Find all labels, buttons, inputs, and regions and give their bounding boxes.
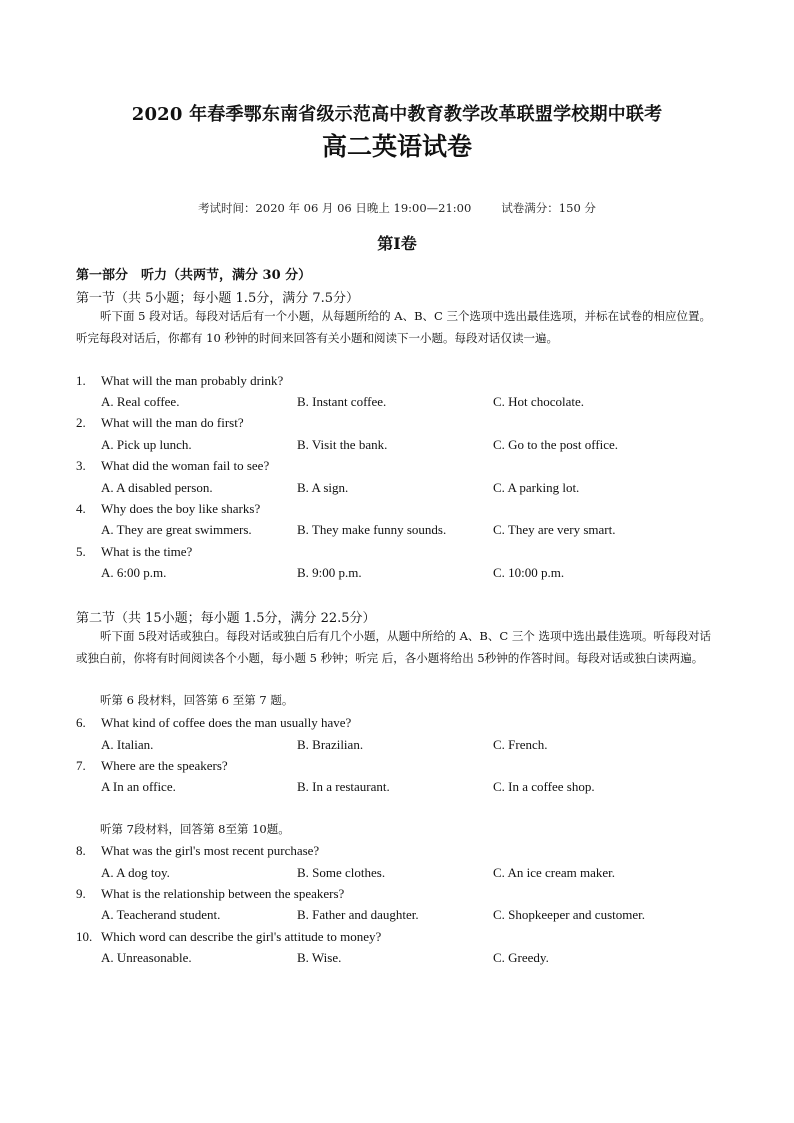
option-c: C. Shopkeeper and customer. <box>493 907 645 922</box>
option-b: B. Brazilian. <box>297 737 364 752</box>
option-c: C. 10:00 p.m. <box>493 565 565 580</box>
option-b: B. They make funny sounds. <box>297 522 447 537</box>
question-text: Why does the boy like sharks? <box>101 501 261 516</box>
option-b: B. Instant coffee. <box>297 394 387 409</box>
option-c: C. Hot chocolate. <box>493 394 584 409</box>
option-a: A. A dog toy. <box>101 865 170 880</box>
option-c: C. An ice cream maker. <box>493 865 616 880</box>
section1-instructions: 听下面 5 段对话。每段对话后有一个小题，从每题所给的 A、B、C 三个选项中选出最佳选项，并标在试卷的相应位置。听完每段对话后，你都有 10 秒钟的时间来回答有关小题和阅读下一小题。每段对话仅读一遍。 <box>76 309 711 345</box>
question-number: 1. <box>76 373 86 388</box>
question-text: Where are the speakers? <box>101 758 228 773</box>
option-a: A. Pick up lunch. <box>101 437 192 452</box>
option-c: C. Greedy. <box>493 950 549 965</box>
exam-info <box>0 200 794 216</box>
option-c: C. In a coffee shop. <box>493 779 595 794</box>
question-text: What will the man probably drink? <box>101 373 284 388</box>
question-text: Which word can describe the girl's attitude to money? <box>101 929 382 944</box>
question-number: 9. <box>76 886 86 901</box>
part-heading: 第一部分 听力（共两节，满分 30 分） <box>76 268 312 283</box>
volume-heading: 第Ⅰ卷 <box>377 234 417 253</box>
option-a: A. 6:00 p.m. <box>101 565 167 580</box>
option-c: C. They are very smart. <box>493 522 616 537</box>
question-number: 2. <box>76 415 86 430</box>
option-b: B. 9:00 p.m. <box>297 565 362 580</box>
material-note: 听第 6 段材料，回答第 6 至第 7 题。 <box>100 693 294 707</box>
question-number: 3. <box>76 458 86 473</box>
option-a: A. Teacherand student. <box>101 907 221 922</box>
option-b: B. Father and daughter. <box>297 907 419 922</box>
option-a: A In an office. <box>101 779 176 794</box>
question-number: 10. <box>76 929 93 944</box>
option-a: A. Italian. <box>101 737 154 752</box>
option-b: B. A sign. <box>297 480 349 495</box>
question-text: What is the time? <box>101 544 193 559</box>
question-number: 6. <box>76 715 86 730</box>
exam-time: 考试时间：2020 年 06 月 06 日晚上 19:00—21:00 <box>198 201 472 215</box>
section2-heading: 第二节（共 15小题；每小题 1.5分，满分 22.5分） <box>76 611 376 626</box>
full-score: 试卷满分：150 分 <box>501 201 596 215</box>
exam-title: 2020 年春季鄂东南省级示范高中教育教学改革联盟学校期中联考 <box>131 104 663 125</box>
option-a: A. Unreasonable. <box>101 950 192 965</box>
material-note: 听第 7段材料，回答第 8至第 10题。 <box>100 822 290 836</box>
option-b: B. Some clothes. <box>297 865 386 880</box>
question-text: What was the girl's most recent purchase? <box>101 843 320 858</box>
question-number: 5. <box>76 544 86 559</box>
option-c: C. Go to the post office. <box>493 437 619 452</box>
question-text: What is the relationship between the speakers? <box>101 886 345 901</box>
option-b: B. Visit the bank. <box>297 437 388 452</box>
option-a: A. They are great swimmers. <box>101 522 252 537</box>
question-number: 8. <box>76 843 86 858</box>
question-number: 7. <box>76 758 86 773</box>
paper-subtitle: 高二英语试卷 <box>321 132 472 161</box>
question-text: What kind of coffee does the man usually have? <box>101 715 352 730</box>
option-a: A. A disabled person. <box>101 480 213 495</box>
section1-heading: 第一节（共 5小题；每小题 1.5分，满分 7.5分） <box>76 291 360 306</box>
option-b: B. In a restaurant. <box>297 779 390 794</box>
option-b: B. Wise. <box>297 950 342 965</box>
option-c: C. French. <box>493 737 548 752</box>
question-text: What did the woman fail to see? <box>101 458 270 473</box>
section2-instructions: 听下面 5段对话或独白。每段对话或独白后有几个小题，从题中所给的 A、B、C 三个 选项中选出最佳选项。听每段对话或独白前，你将有时间阅读各个小题，每小题 5 秒钟；听完 后，各小题将给出 5秒钟的作答时间。每段对话或独白读两遍。 <box>76 629 711 665</box>
option-a: A. Real coffee. <box>101 394 180 409</box>
option-c: C. A parking lot. <box>493 480 580 495</box>
question-text: What will the man do first? <box>101 415 244 430</box>
question-number: 4. <box>76 501 86 516</box>
